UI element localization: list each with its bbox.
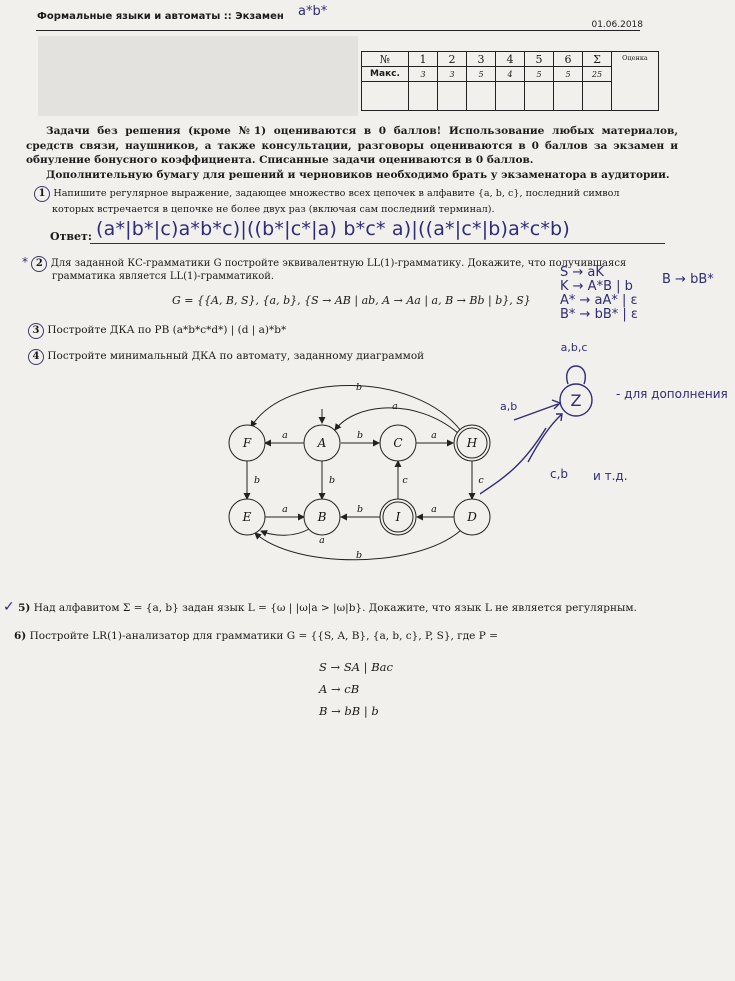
edge-label-a-f: a — [282, 430, 288, 441]
grammar-rule: S → SA | Bac — [319, 660, 393, 674]
task-5 — [3, 601, 723, 615]
handwritten-rule: A* → aA* | ε — [560, 293, 638, 308]
edge-label-e-b: a — [282, 504, 288, 515]
score-header-sum: Σ — [583, 52, 612, 67]
score-empty-cell — [409, 82, 438, 111]
state-label-e: E — [242, 510, 252, 524]
checkmark-icon: ✓ — [3, 599, 15, 615]
task-1-text-line1: Напишите регулярное выражение, задающее множество всех цепочек в алфавите {a, b, c}, последний символ — [53, 188, 620, 199]
task-2-grammar: G = {{A, B, S}, {a, b}, {S → AB | ab, A → Aa | a, B → Bb | b}, S} — [172, 294, 531, 307]
task-2-text-line2: грамматика является LL(1)-грамматикой. — [52, 271, 275, 282]
score-max-5: 5 — [525, 67, 554, 82]
task-6 — [14, 630, 714, 643]
handwritten-rule: B* → bB* | ε — [560, 307, 638, 322]
score-empty-cell — [554, 82, 583, 111]
header-title: Формальные языки и автоматы :: Экзамен — [37, 11, 284, 22]
task-6-rules — [319, 656, 393, 722]
task-4-number: 4 — [28, 349, 44, 365]
edge-label-a-c: b — [356, 430, 364, 441]
state-label-c: C — [393, 436, 403, 450]
edge-label-i-b: b — [356, 504, 364, 515]
handwritten-cb-label: c,b — [550, 467, 569, 481]
score-max-sum: 25 — [583, 67, 612, 82]
score-max-1: 3 — [409, 67, 438, 82]
instructions-paragraph-2: Дополнительную бумагу для решений и черновиков необходимо брать у экзаменатора в аудитории. — [46, 168, 670, 181]
task-2-handwritten-rules — [560, 266, 638, 322]
handwritten-z-label: Z — [570, 391, 582, 410]
edge-label-h-a: a — [392, 401, 398, 412]
handwritten-rule-b: B → bB* — [662, 272, 714, 287]
score-empty-cell — [583, 82, 612, 111]
score-header-4: 4 — [496, 52, 525, 67]
edge-label-c-h: a — [431, 430, 437, 441]
state-label-f: F — [242, 436, 252, 450]
grammar-rule: A → cB — [319, 682, 360, 696]
state-label-i: I — [395, 510, 401, 524]
instructions-paragraph-1: Задачи без решения (кроме №1) оцениваются в 0 баллов! Использование любых материалов, средств связи, наушников, а также консультации, разговоры оцениваются в 0 баллов за экзамен и обнуление бонусного коэффициента. Списанные задачи оцениваются в 0 баллов. — [26, 125, 678, 166]
edge-label-i-c: c — [402, 475, 408, 486]
handwritten-rule: S → aK — [560, 265, 604, 280]
edge-label-a-b: b — [328, 475, 336, 486]
handwritten-rule: K → A*B | b — [560, 279, 633, 294]
score-header-2: 2 — [438, 52, 467, 67]
score-header-1: 1 — [409, 52, 438, 67]
score-table — [361, 51, 659, 111]
state-label-d: D — [467, 510, 477, 524]
score-empty-cell — [496, 82, 525, 111]
score-max-2: 3 — [438, 67, 467, 82]
edge-label-f-e: b — [253, 475, 261, 486]
grammar-rule: B → bB | b — [319, 704, 379, 718]
edge-label-b-e: a — [319, 535, 325, 546]
handwritten-note: - для дополнения — [616, 387, 728, 401]
state-label-h: H — [466, 436, 478, 450]
task-1-text-line2: которых встречается в цепочке не более двух раз (включая сам последний терминал). — [52, 204, 495, 215]
task-3-text: Постройте ДКА по РВ (a*b*c*d*) | (d | a)*b* — [47, 324, 287, 336]
header-divider — [36, 30, 640, 31]
task-4-text: Постройте минимальный ДКА по автомату, заданному диаграммой — [47, 350, 425, 362]
top-handwritten-note: a*b* — [298, 4, 328, 19]
handwritten-loop-label: a,b,c — [560, 341, 588, 354]
score-empty-cell — [438, 82, 467, 111]
automaton-diagram — [215, 375, 505, 575]
task-2-text-line1: Для заданной КС-грамматики G постройте эквивалентную LL(1)-грамматику. Докажите, что получившаяся — [50, 258, 627, 269]
edge-label-h-f: b — [355, 382, 363, 393]
loop-arrow — [567, 366, 586, 384]
score-max-3: 5 — [467, 67, 496, 82]
handwritten-ab-label: a,b — [500, 400, 518, 413]
score-empty-cell — [362, 82, 409, 111]
task-3 — [28, 323, 286, 339]
task-4 — [28, 349, 424, 365]
score-empty-cell — [525, 82, 554, 111]
state-label-b: B — [317, 510, 327, 524]
score-max-4: 4 — [496, 67, 525, 82]
score-max-6: 5 — [554, 67, 583, 82]
score-empty-cell — [467, 82, 496, 111]
header-date: 01.06.2018 — [591, 20, 643, 30]
task-1-number: 1 — [34, 186, 50, 202]
task-6-number: 6) — [14, 630, 27, 642]
score-header-6: 6 — [554, 52, 583, 67]
score-header-3: 3 — [467, 52, 496, 67]
score-header-5: 5 — [525, 52, 554, 67]
task-5-number: 5) — [18, 602, 31, 614]
task-1 — [34, 186, 674, 202]
checkmark-icon: * — [22, 255, 28, 269]
task-1-handwritten-answer: (a*|b*|c)a*b*c)|((b*|c*|a) b*c* a)|((a*|c*|b)a*c*b) — [96, 218, 570, 240]
score-header-number: № — [362, 52, 409, 67]
exam-instructions — [26, 124, 678, 182]
task-3-number: 3 — [28, 323, 44, 339]
edge-label-h-d: c — [478, 475, 484, 486]
task-5-text: Над алфавитом Σ = {a, b} задан язык L = {ω | |ω|a > |ω|b}. Докажите, что язык L не является регулярным. — [33, 602, 637, 614]
handwritten-annotations — [480, 330, 735, 510]
handwritten-etc-label: и т.д. — [593, 469, 628, 483]
task-6-text: Постройте LR(1)-анализатор для грамматики G = {{S, A, B}, {a, b, c}, P, S}, где P = — [29, 630, 498, 642]
redacted-name-area — [38, 36, 358, 116]
answer-underline — [90, 243, 665, 244]
task-1-answer-label: Ответ: — [50, 230, 92, 243]
edge-label-d-i: a — [431, 504, 437, 515]
edge-b-to-e — [261, 529, 309, 535]
state-label-a: A — [317, 436, 327, 450]
edge-label-d-e: b — [355, 550, 363, 561]
score-max-label: Макс. — [362, 67, 409, 82]
task-2-number: 2 — [31, 256, 47, 272]
score-header-grade: Оценка — [612, 52, 659, 111]
